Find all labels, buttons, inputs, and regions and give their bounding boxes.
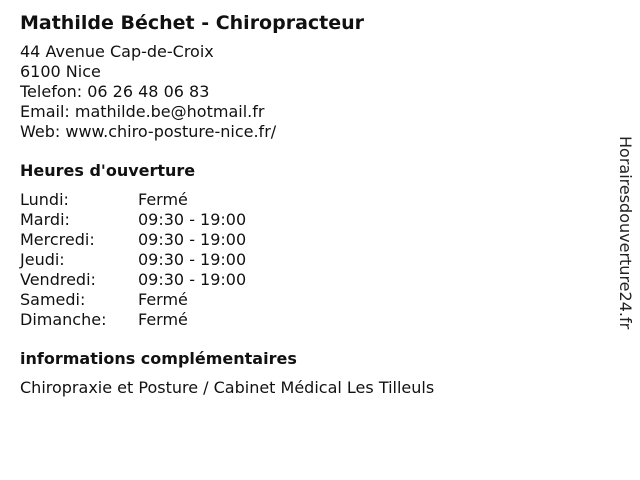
day-label: Jeudi: (20, 250, 65, 269)
address-line-city: 6100 Nice (20, 62, 101, 81)
day-label: Vendredi: (20, 270, 96, 289)
hours-row-samedi (20, 290, 600, 310)
day-label: Lundi: (20, 190, 69, 209)
phone-text: Telefon: 06 26 48 06 83 (20, 82, 210, 101)
address-line-street: 44 Avenue Cap-de-Croix (20, 42, 214, 61)
time-value: Fermé (138, 190, 188, 209)
time-value: 09:30 - 19:00 (138, 270, 247, 289)
time-value: Fermé (138, 310, 188, 329)
hours-row-mercredi (20, 230, 600, 250)
brand-watermark: Horairesdouverture24.fr (616, 136, 635, 330)
time-value: Fermé (138, 290, 188, 309)
info-text: Chiropraxie et Posture / Cabinet Médical Les Tilleuls (20, 378, 435, 397)
day-label: Dimanche: (20, 310, 107, 329)
hours-row-lundi (20, 190, 600, 210)
business-card (20, 10, 600, 398)
hours-row-mardi (20, 210, 600, 230)
hours-row-jeudi (20, 250, 600, 270)
hours-table (20, 190, 600, 330)
day-label: Samedi: (20, 290, 86, 309)
info-heading: informations complémentaires (20, 349, 297, 368)
website-text: Web: www.chiro-posture-nice.fr/ (20, 122, 277, 141)
day-label: Mercredi: (20, 230, 95, 249)
email-text: Email: mathilde.be@hotmail.fr (20, 102, 265, 121)
time-value: 09:30 - 19:00 (138, 250, 247, 269)
hours-row-dimanche (20, 310, 600, 330)
page-title: Mathilde Béchet - Chiropracteur (20, 12, 365, 34)
day-label: Mardi: (20, 210, 70, 229)
hours-row-vendredi (20, 270, 600, 290)
time-value: 09:30 - 19:00 (138, 230, 247, 249)
time-value: 09:30 - 19:00 (138, 210, 247, 229)
hours-heading: Heures d'ouverture (20, 161, 196, 180)
